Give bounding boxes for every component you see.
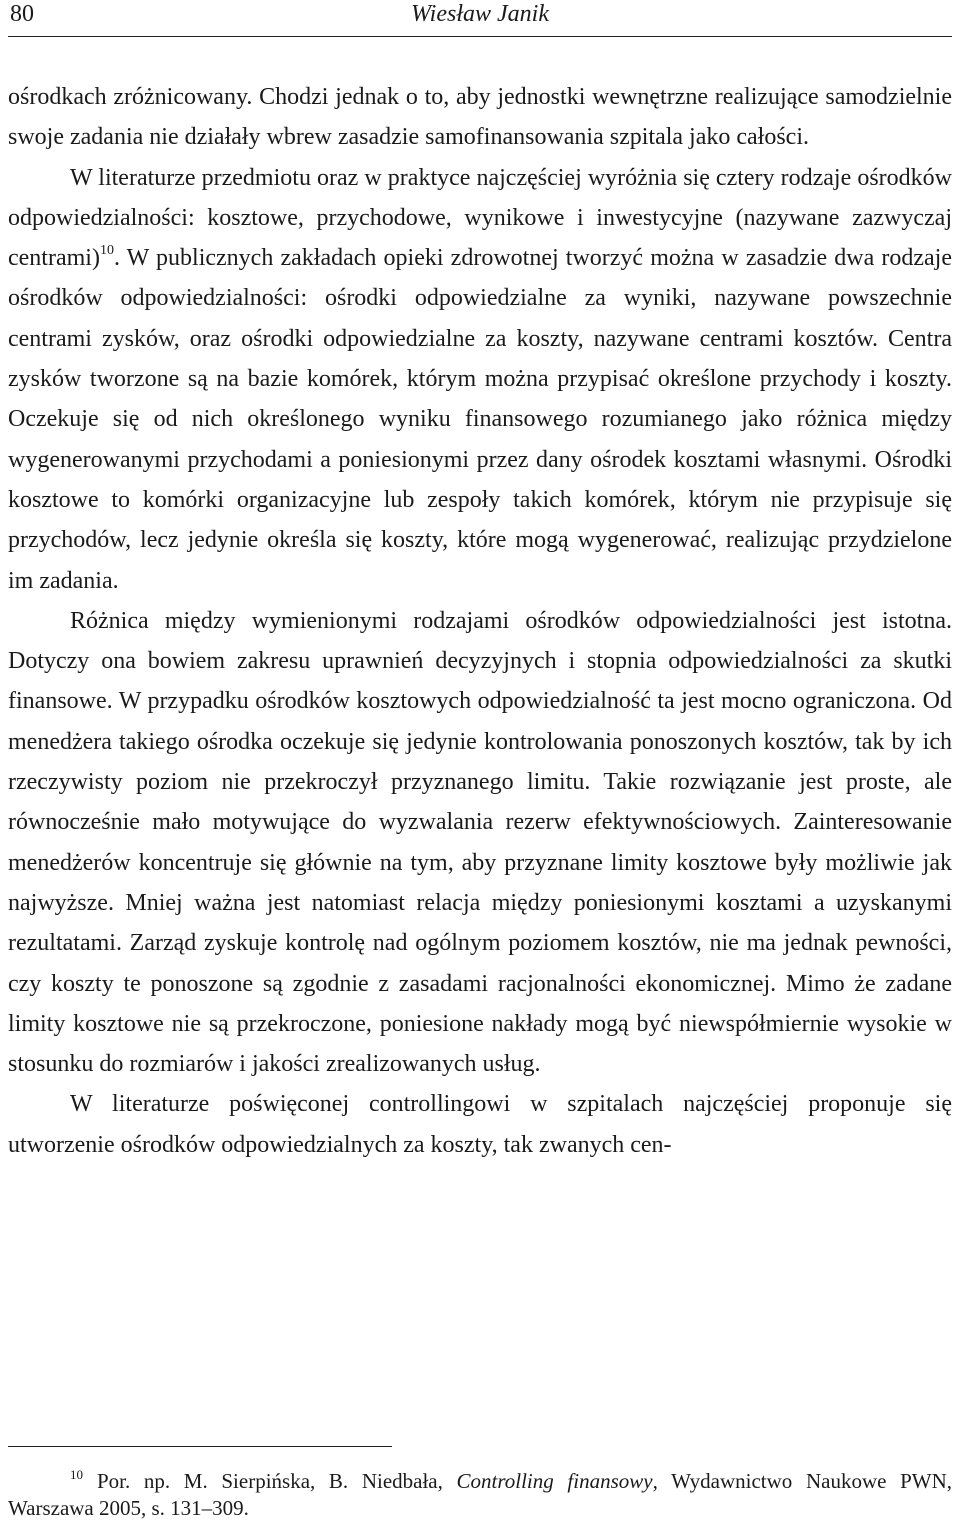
header-author: Wiesław Janik bbox=[411, 1, 549, 27]
footnote-text-a: Por. np. M. Sierpińska, B. Niedbała, bbox=[97, 1469, 457, 1493]
paragraph-3: Różnica między wymienionymi rodzajami ośrodków odpowiedzialności jest istotna. Dotyczy ona bowiem zakresu uprawnień decyzyjnych i stopnia odpowiedzialności za skutki finansowe. W przypadku ośrodków kosztowych odpowiedzialność ta jest mocno ograniczona. Od menedżera takiego ośrodka oczekuje się jedynie kontrolowania ponoszonych kosztów, tak by ich rzeczywisty poziom nie przekroczył przyznanego limitu. Takie rozwiązanie jest proste, ale równocześnie mało motywujące do wyzwalania rezerw efektywnościowych. Zainteresowanie menedżerów koncentruje się głównie na tym, aby przyznane limity kosztowe były możliwie jak najwyższe. Mniej ważna jest natomiast relacja między poniesionymi kosztami a uzyskanymi rezultatami. Zarząd zyskuje kontrolę nad ogólnym poziomem kosztów, nie ma jednak pewności, czy koszty te ponoszone są zgodnie z zasadami racjonalności ekonomicznej. Mimo że zadane limity kosztowe nie są przekroczone, poniesione nakłady mogą być niewspółmiernie wysokie w stosunku do rozmiarów i jakości zrealizowanych usług. bbox=[8, 607, 952, 1078]
paragraph-2-text-b: . W publicznych zakładach opieki zdrowotnej tworzyć można w zasadzie dwa rodzaje ośrodków odpowiedzialności: ośrodki odpowiedzialne za wyniki, nazywane powszechnie centrami zysków, oraz ośrodki odpowiedzialne za koszty, nazywane centrami kosztów. Centra zysków tworzone są na bazie komórek, którym można przypisać określone przychody i koszty. Oczekuje się od nich określonego wyniku finansowego rozumianego jako różnica między wygenerowanymi przychodami a poniesionymi przez dany ośrodek kosztami własnymi. Ośrodki kosztowe to komórki organizacyjne lub zespoły takich komórek, którym nie przypisuje się przychodów, lecz jedynie określa się koszty, które mogą wygenerować, realizując przydzielone im zadania. bbox=[8, 245, 952, 594]
body-text bbox=[8, 77, 952, 1165]
footnote bbox=[8, 1468, 952, 1522]
page-number: 80 bbox=[10, 1, 34, 27]
footnote-text-b: , Wydawnictwo Naukowe PWN, Warszawa 2005, s. 131–309. bbox=[8, 1469, 952, 1520]
running-header bbox=[8, 0, 952, 37]
paragraph-2 bbox=[8, 158, 952, 601]
footnote-reference: 10 bbox=[99, 243, 114, 259]
footnote-number: 10 bbox=[70, 1467, 83, 1482]
paragraph-2-text-a: W literaturze przedmiotu oraz w praktyce najczęściej wyróżnia się cztery rodzaje ośrodków odpowiedzialności: kosztowe, przychodowe, wynikowe i inwestycyjne (nazywane zazwyczaj centrami) bbox=[8, 164, 952, 272]
paragraph-4: W literaturze poświęconej controllingowi w szpitalach najczęściej proponuje się utworzenie ośrodków odpowiedzialnych za koszty, tak zwanych cen- bbox=[8, 1091, 952, 1158]
paragraph-1: ośrodkach zróżnicowany. Chodzi jednak o to, aby jednostki wewnętrzne realizujące samodzielnie swoje zadania nie działały wbrew zasadzie samofinansowania szpitala jako całości. bbox=[8, 84, 952, 151]
footnote-rule bbox=[8, 1446, 392, 1447]
footnote-book-title: Controlling finansowy bbox=[456, 1469, 653, 1493]
